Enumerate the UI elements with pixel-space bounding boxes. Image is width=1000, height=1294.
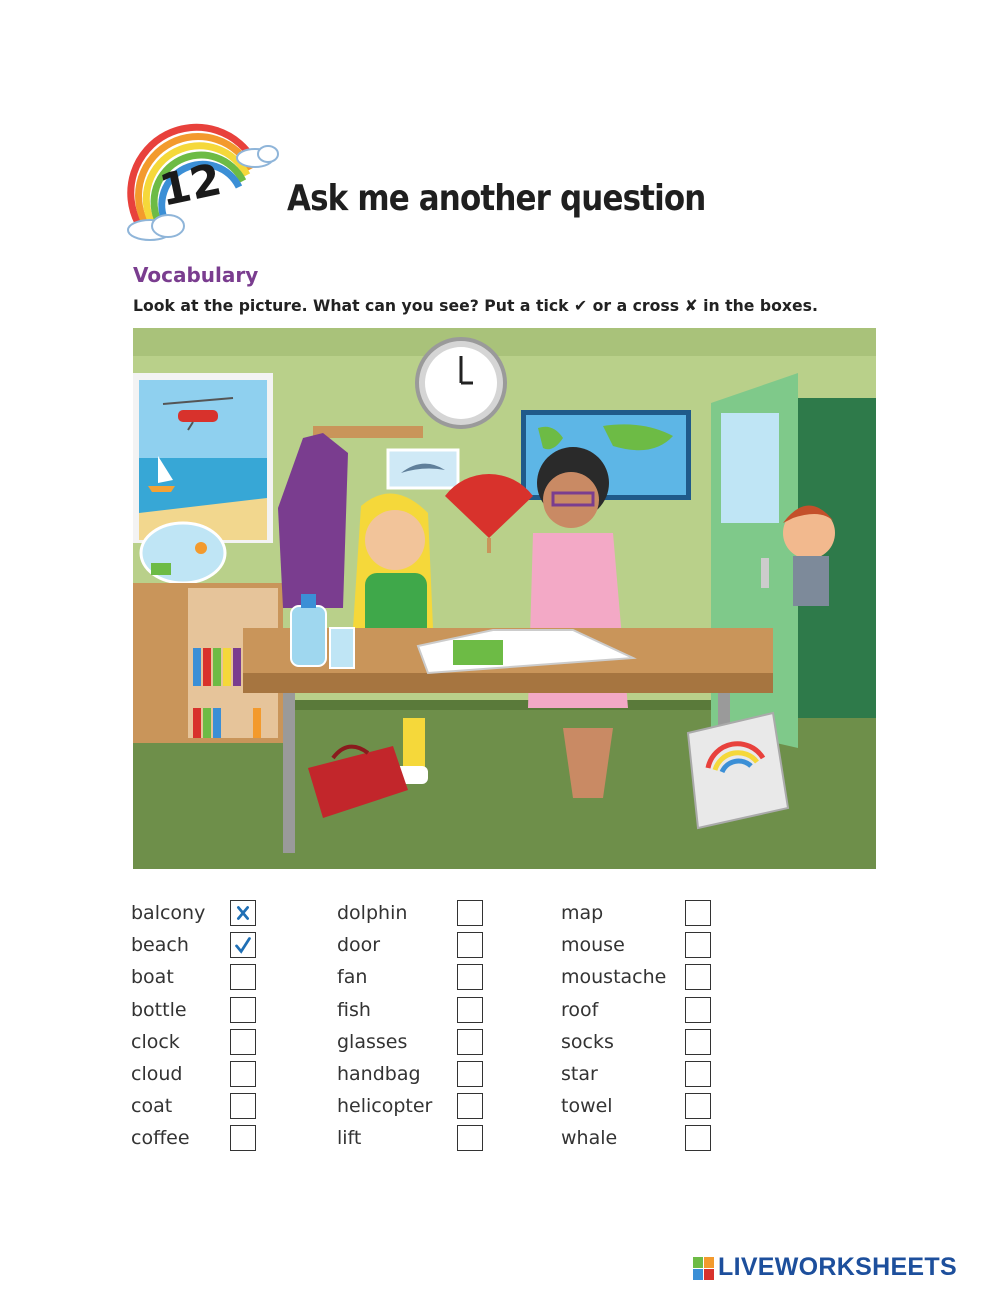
liveworksheets-logo-icon <box>693 1254 715 1284</box>
page-title: Ask me another question <box>287 178 706 219</box>
answer-checkbox[interactable] <box>457 900 483 926</box>
cross-icon <box>231 901 255 925</box>
vocab-word: fish <box>337 998 371 1021</box>
answer-checkbox[interactable] <box>457 1029 483 1055</box>
answer-checkbox[interactable] <box>230 1093 256 1119</box>
answer-checkbox[interactable] <box>457 997 483 1023</box>
vocab-word: cloud <box>131 1062 183 1085</box>
answer-checkbox[interactable] <box>457 1061 483 1087</box>
fishbowl-icon <box>141 523 225 583</box>
classroom-illustration <box>133 328 876 869</box>
answer-checkbox[interactable] <box>685 1125 711 1151</box>
answer-checkbox[interactable] <box>685 932 711 958</box>
answer-checkbox[interactable] <box>230 1125 256 1151</box>
liveworksheets-logo-text: LIVEWORKSHEETS <box>718 1253 957 1281</box>
vocab-word: glasses <box>337 1030 408 1053</box>
window-icon <box>133 373 273 543</box>
answer-checkbox[interactable] <box>230 900 256 926</box>
answer-checkbox[interactable] <box>230 964 256 990</box>
answer-checkbox[interactable] <box>230 1061 256 1087</box>
answer-checkbox[interactable] <box>457 1125 483 1151</box>
vocab-word: coat <box>131 1095 173 1118</box>
section-heading: Vocabulary <box>133 263 259 287</box>
answer-checkbox[interactable] <box>230 932 256 958</box>
unit-number: 12 <box>155 154 226 217</box>
vocab-word: whale <box>561 1127 618 1150</box>
answer-checkbox[interactable] <box>457 964 483 990</box>
vocab-word: star <box>561 1062 598 1085</box>
vocab-word: socks <box>561 1030 614 1053</box>
vocab-word: lift <box>337 1127 362 1150</box>
vocab-word: door <box>337 934 381 957</box>
vocab-word: fan <box>337 966 368 989</box>
vocab-word: dolphin <box>337 902 408 924</box>
answer-checkbox[interactable] <box>685 1093 711 1119</box>
vocab-word: helicopter <box>337 1095 433 1118</box>
answer-checkbox[interactable] <box>685 997 711 1023</box>
vocab-word: map <box>561 902 604 924</box>
rainbow-icon <box>688 713 788 828</box>
dolphin-icon <box>388 450 458 488</box>
vocab-word: mouse <box>561 934 625 957</box>
instruction-text: Look at the picture. What can you see? Put a tick ✔ or a cross ✘ in the boxes. <box>133 296 818 315</box>
answer-checkbox[interactable] <box>457 1093 483 1119</box>
answer-checkbox[interactable] <box>685 964 711 990</box>
vocab-word: moustache <box>561 966 667 989</box>
vocab-word: towel <box>561 1095 613 1118</box>
vocab-word: bottle <box>131 998 187 1021</box>
vocab-word: coffee <box>131 1127 190 1150</box>
vocab-word: roof <box>561 998 599 1021</box>
answer-checkbox[interactable] <box>230 1029 256 1055</box>
vocab-word: clock <box>131 1030 180 1053</box>
answer-checkbox[interactable] <box>457 932 483 958</box>
answer-checkbox[interactable] <box>685 900 711 926</box>
answer-checkbox[interactable] <box>685 1029 711 1055</box>
vocab-word: handbag <box>337 1062 421 1085</box>
vocab-word: balcony <box>131 902 206 924</box>
answer-checkbox[interactable] <box>685 1061 711 1087</box>
clock-icon <box>417 339 505 427</box>
answer-checkbox[interactable] <box>230 997 256 1023</box>
tick-icon <box>231 933 255 957</box>
vocab-word: beach <box>131 934 189 957</box>
vocab-word: boat <box>131 966 174 989</box>
